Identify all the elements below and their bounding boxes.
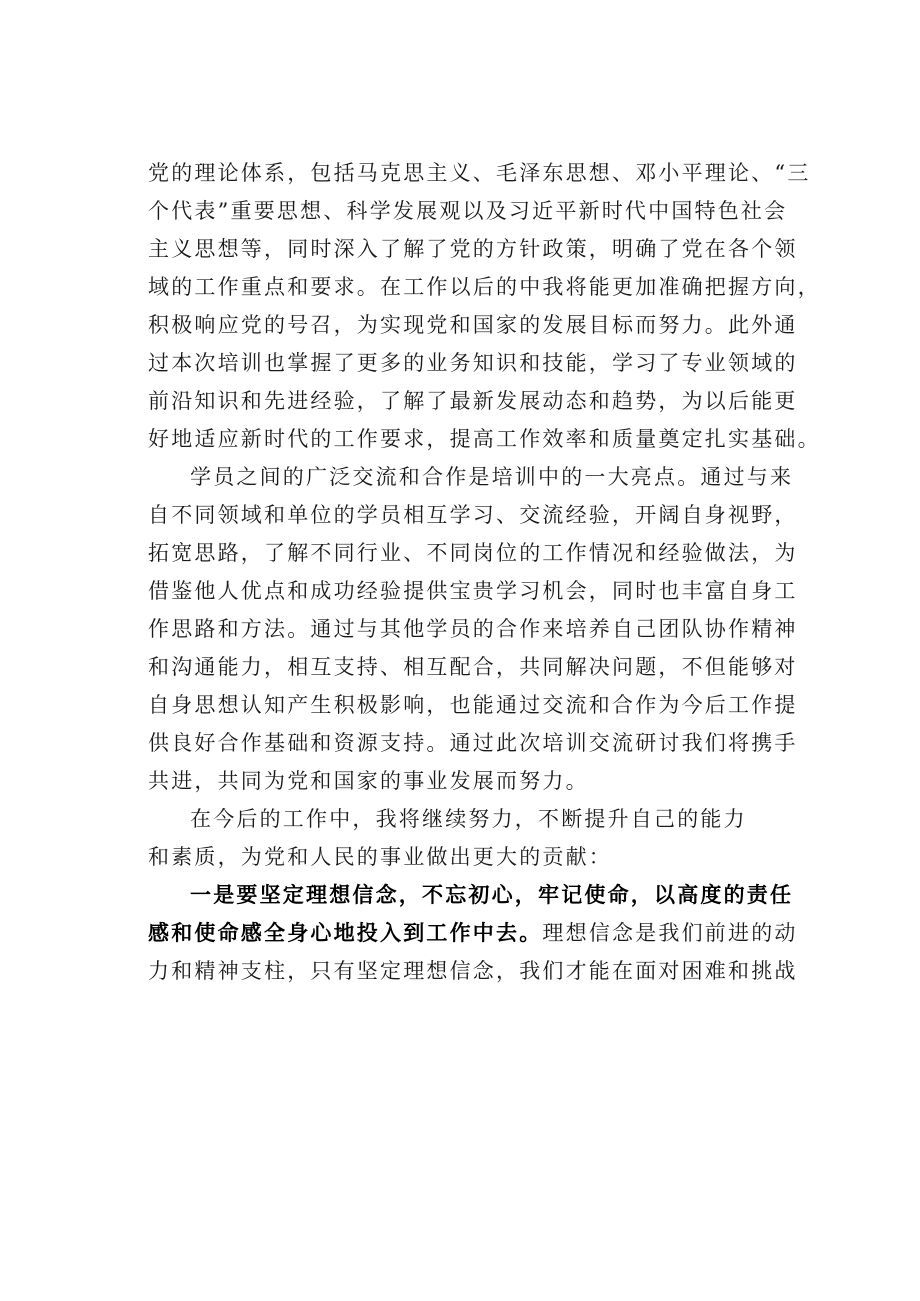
paragraph-line — [148, 268, 821, 306]
paragraph-line — [148, 192, 808, 230]
paragraph-line — [148, 496, 808, 534]
paragraph-line — [148, 648, 808, 686]
text-segment: 域的工作重点和要求。在工作以后的中我将能更加准确把握方向， — [148, 275, 821, 299]
paragraph-line — [148, 914, 808, 952]
text-segment: 党的理论体系，包括马克思主义、毛泽东思想、邓小平理论、“三 — [148, 161, 811, 185]
bold-text-segment: 一是要坚定理想信念，不忘初心，牢记使命，以高度的责任 — [190, 882, 794, 907]
text-segment: 过本次培训也掌握了更多的业务知识和技能，学习了专业领域的 — [148, 351, 798, 375]
paragraph-line — [148, 420, 821, 458]
text-segment: 和沟通能力，相互支持、相互配合，共同解决问题，不但能够对 — [148, 655, 798, 679]
text-segment: 积极响应党的号召，为实现党和国家的发展目标而努力。此外通 — [148, 313, 798, 337]
paragraph-line — [148, 686, 808, 724]
text-segment: 个代表”重要思想、科学发展观以及习近平新时代中国特色社会 — [148, 199, 788, 223]
text-segment: 理想信念是我们前进的动 — [542, 921, 798, 945]
paragraph-line — [148, 344, 808, 382]
paragraph-line — [148, 306, 808, 344]
text-segment: 在今后的工作中，我将继续努力，不断提升自己的能力 — [190, 807, 747, 831]
text-segment: 供良好合作基础和资源支持。通过此次培训交流研讨我们将携手 — [148, 731, 798, 755]
paragraph-line — [148, 382, 808, 420]
paragraph-line — [148, 610, 808, 648]
text-segment: 好地适应新时代的工作要求，提高工作效率和质量奠定扎实基础。 — [148, 427, 821, 451]
text-segment: 和素质，为党和人民的事业做出更大的贡献： — [148, 845, 612, 869]
text-segment: 共进，共同为党和国家的事业发展而努力。 — [148, 769, 589, 793]
text-segment: 借鉴他人优点和成功经验提供宝贵学习机会，同时也丰富自身工 — [148, 579, 798, 603]
bold-text-segment: 感和使命感全身心地投入到工作中去。 — [148, 920, 543, 945]
paragraph-line — [148, 952, 808, 990]
text-segment: 前沿知识和先进经验，了解了最新发展动态和趋势，为以后能更 — [148, 389, 798, 413]
paragraph-line — [148, 154, 811, 192]
text-segment: 拓宽思路，了解不同行业、不同岗位的工作情况和经验做法，为 — [148, 541, 798, 565]
text-segment: 作思路和方法。通过与其他学员的合作来培养自己团队协作精神 — [148, 617, 798, 641]
paragraph-line — [148, 762, 808, 800]
paragraph-line — [148, 534, 808, 572]
text-segment: 力和精神支柱，只有坚定理想信念，我们才能在面对困难和挑战 — [148, 959, 798, 983]
paragraph-line — [148, 458, 808, 496]
paragraph-line — [148, 572, 808, 610]
text-segment: 自身思想认知产生积极影响，也能通过交流和合作为今后工作提 — [148, 693, 798, 717]
paragraph-line — [148, 876, 808, 914]
paragraph-line — [148, 230, 808, 268]
text-segment: 自不同领域和单位的学员相互学习、交流经验，开阔自身视野， — [148, 503, 798, 527]
text-segment: 学员之间的广泛交流和合作是培训中的一大亮点。通过与来 — [190, 465, 794, 489]
paragraph-line — [148, 724, 808, 762]
document-body — [148, 154, 821, 990]
paragraph-line — [148, 800, 808, 838]
text-segment: 主义思想等，同时深入了解了党的方针政策，明确了党在各个领 — [148, 237, 798, 261]
paragraph-line — [148, 838, 808, 876]
